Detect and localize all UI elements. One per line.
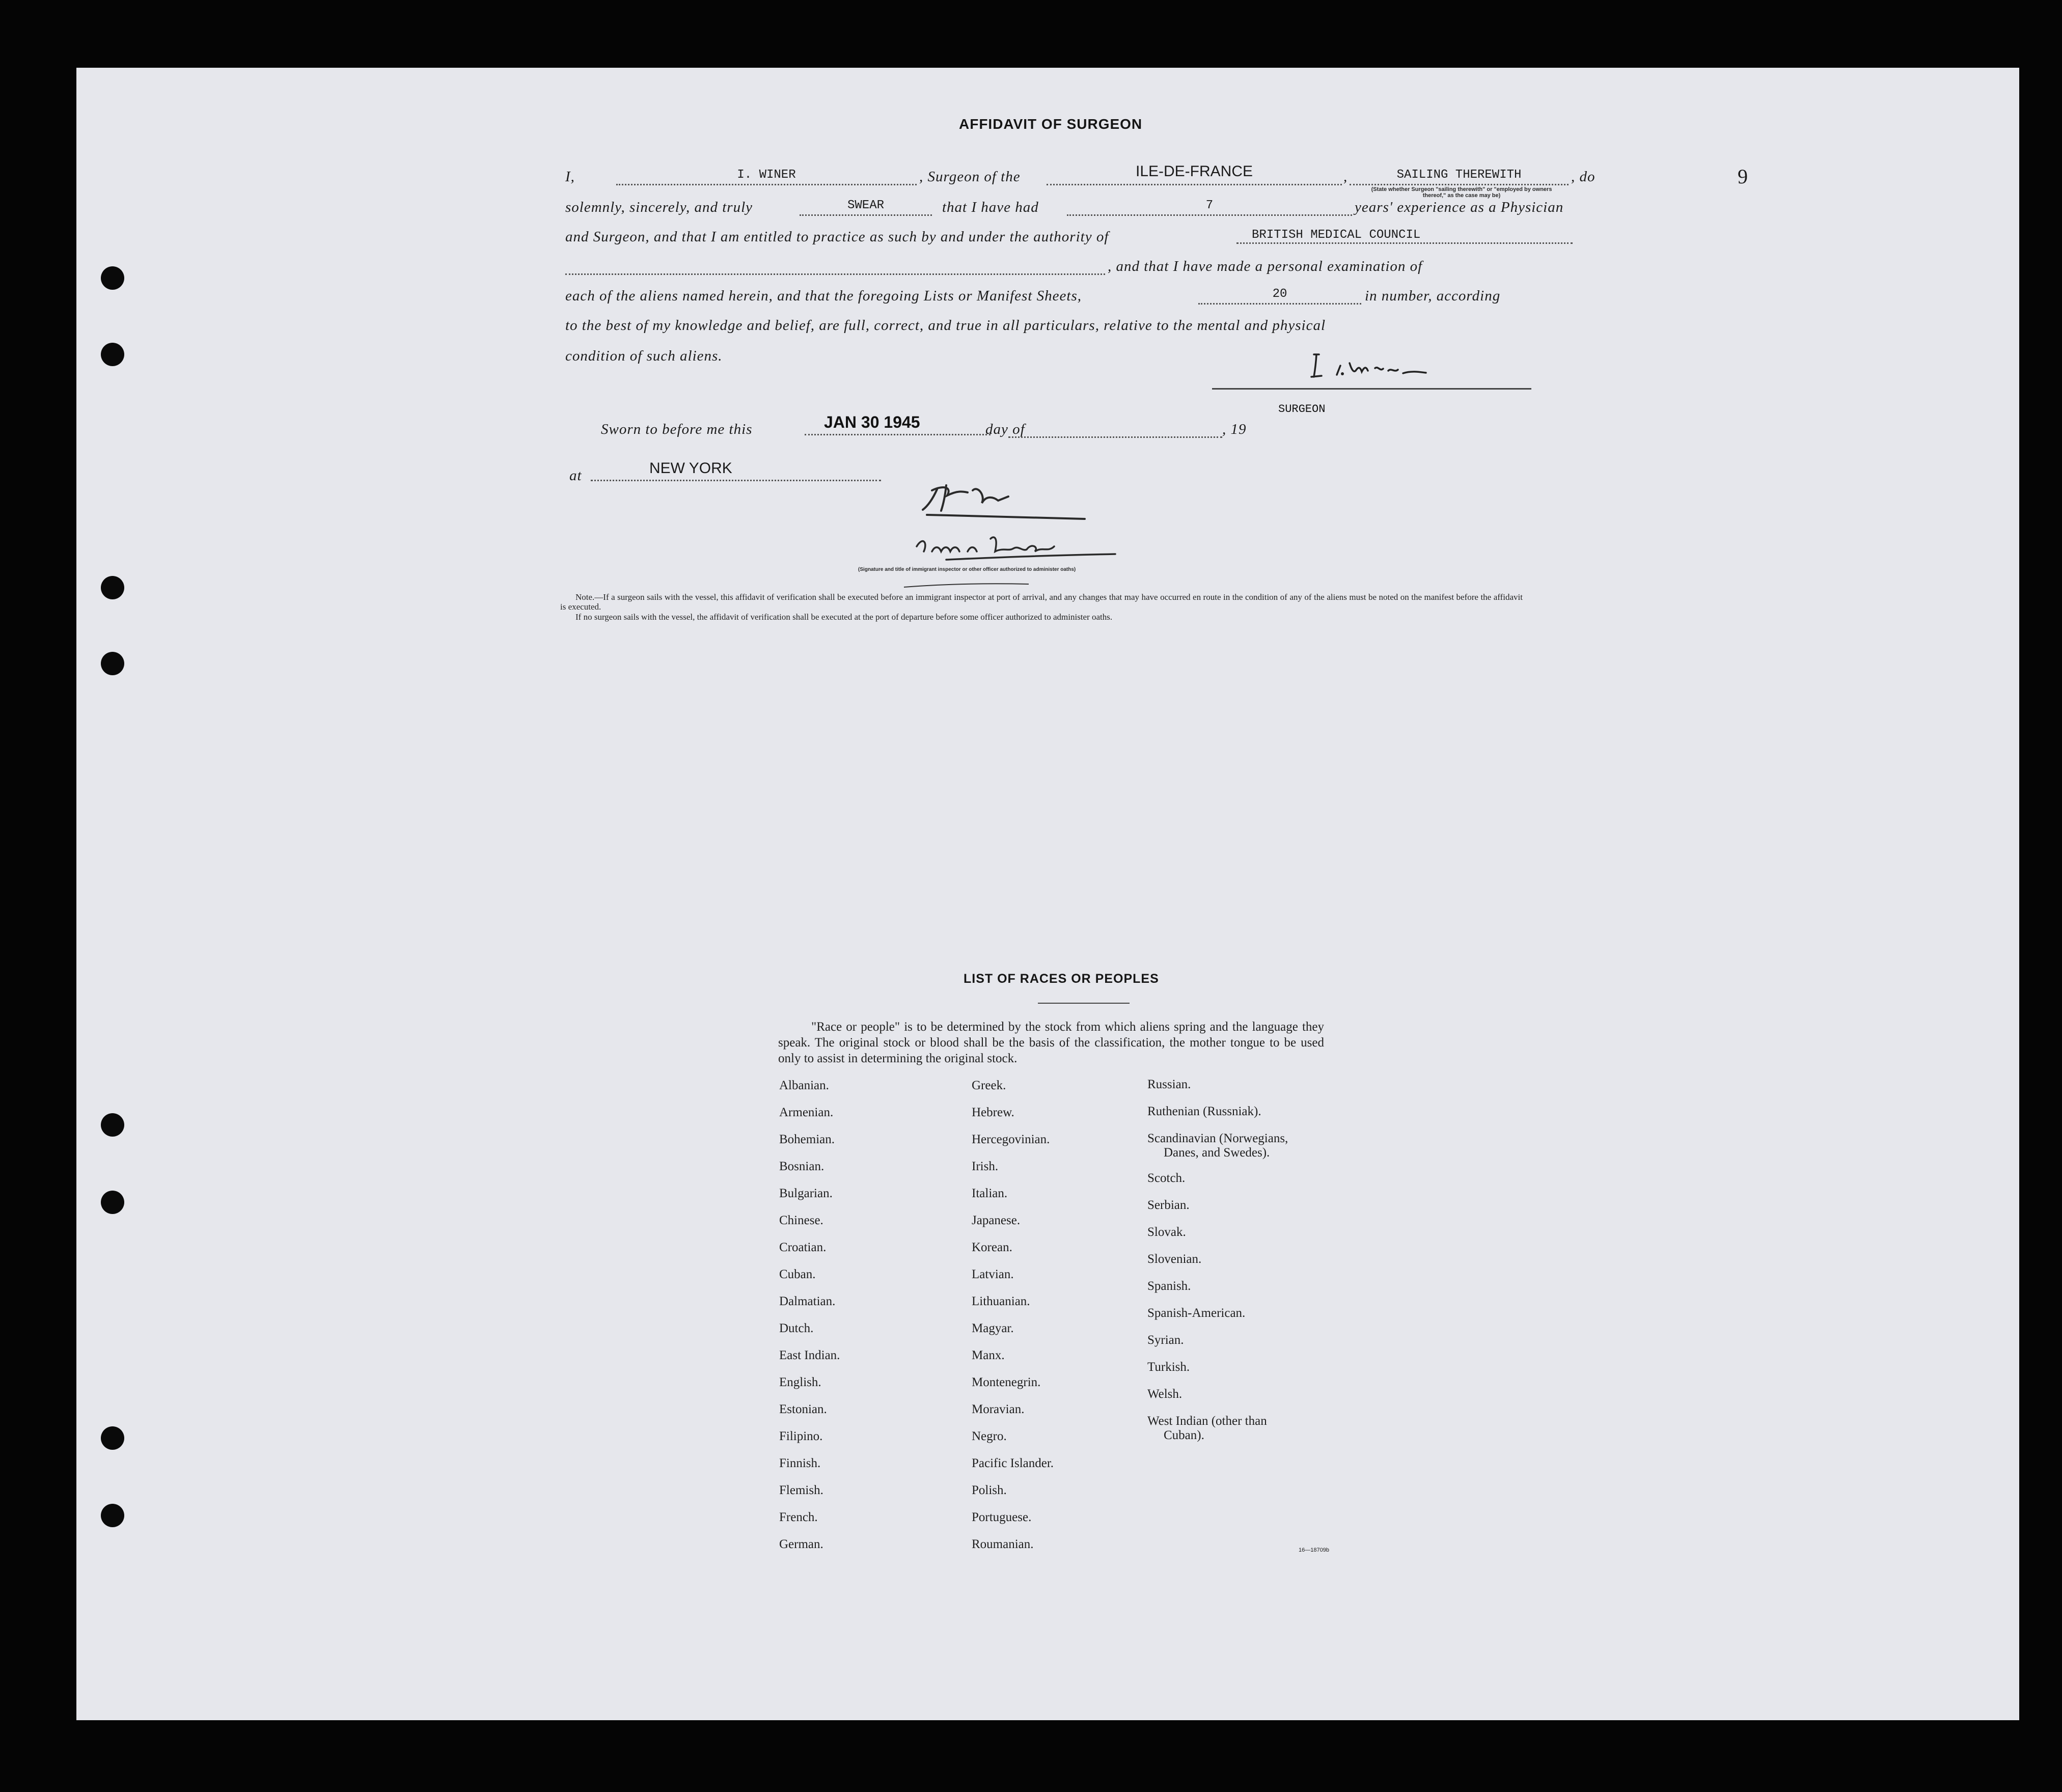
race-item: English. <box>779 1375 821 1389</box>
affidavit-line2-mid: that I have had <box>942 199 1039 215</box>
race-item: Italian. <box>972 1187 1008 1200</box>
sworn-prefix: Sworn to before me this <box>601 421 753 437</box>
race-item: Slovenian. <box>1147 1252 1202 1266</box>
race-item: Welsh. <box>1147 1387 1183 1401</box>
surgeon-name-field: I. WINER <box>616 168 917 185</box>
affidavit-line6: to the best of my knowledge and belief, are full, correct, and true in all particulars, relative to the mental and physical <box>565 317 1326 334</box>
race-item: West Indian (other than <box>1147 1414 1267 1428</box>
races-column-2 <box>972 1079 1054 1564</box>
sheet-count-field: 20 <box>1198 287 1361 305</box>
affidavit-line4: , and that I have made a personal examination of <box>1108 258 1423 274</box>
surgeon-label: SURGEON <box>1278 403 1326 416</box>
officer-signature <box>901 475 1115 597</box>
race-item: Polish. <box>972 1483 1007 1497</box>
surgeon-status-field: SAILING THEREWITH <box>1350 168 1569 185</box>
race-item: Irish. <box>972 1160 999 1173</box>
race-item: Scandinavian (Norwegians, <box>1147 1132 1288 1145</box>
race-item: Turkish. <box>1147 1360 1190 1374</box>
races-title: LIST OF RACES OR PEOPLES <box>964 972 1159 986</box>
race-item: Armenian. <box>779 1106 834 1119</box>
affidavit-comma: , <box>1343 169 1348 185</box>
race-item: Greek. <box>972 1079 1006 1092</box>
affidavit-note-2: If no surgeon sails with the vessel, the affidavit of verification shall be executed at the port of departure before some officer authorized to administer oaths. <box>575 612 1113 622</box>
month-field <box>1008 420 1222 438</box>
surgeon-signature-line <box>1212 388 1531 390</box>
race-item: Estonian. <box>779 1402 827 1416</box>
race-item: Bohemian. <box>779 1133 835 1146</box>
surgeon-signature <box>1309 350 1462 381</box>
binder-hole <box>101 1191 124 1214</box>
race-item: Croatian. <box>779 1240 827 1254</box>
race-item: Lithuanian. <box>972 1294 1030 1308</box>
document-sheet <box>76 68 2019 1720</box>
affidavit-line1-suffix: , do <box>1571 169 1596 185</box>
race-item: Cuban). <box>1164 1428 1204 1442</box>
race-item: Hercegovinian. <box>972 1133 1050 1146</box>
race-item: Filipino. <box>779 1429 823 1443</box>
race-item: Roumanian. <box>972 1537 1034 1551</box>
affidavit-title: AFFIDAVIT OF SURGEON <box>959 116 1143 132</box>
race-item: Ruthenian (Russniak). <box>1147 1105 1261 1118</box>
sworn-date-stamp: JAN 30 1945 <box>805 412 991 435</box>
binder-hole <box>101 1426 124 1450</box>
race-item: Korean. <box>972 1240 1012 1254</box>
binder-hole <box>101 1504 124 1527</box>
race-item: Slovak. <box>1147 1225 1186 1239</box>
race-item: Dutch. <box>779 1321 814 1335</box>
years-experience-field: 7 <box>1067 198 1352 216</box>
affidavit-line1-mid: , Surgeon of the <box>919 169 1021 185</box>
affidavit-line2-prefix: solemnly, sincerely, and truly <box>565 199 753 215</box>
race-item: Negro. <box>972 1429 1007 1443</box>
at-prefix: at <box>569 467 582 484</box>
race-item: Pacific Islander. <box>972 1456 1054 1470</box>
race-item: Japanese. <box>972 1214 1021 1227</box>
vessel-name-field: ILE-DE-FRANCE <box>1047 162 1342 185</box>
races-intro: "Race or people" is to be determined by the stock from which aliens spring and the language they speak. The original stock or blood shall be the basis of the classification, the mother tongue to be used only to assist in determining the original stock. <box>778 1020 1324 1065</box>
race-item: Danes, and Swedes). <box>1164 1146 1270 1160</box>
races-column-1 <box>779 1079 840 1564</box>
race-item: Bulgarian. <box>779 1187 833 1200</box>
race-item: Dalmatian. <box>779 1294 836 1308</box>
race-item: Russian. <box>1147 1078 1191 1091</box>
binder-hole <box>101 266 124 290</box>
binder-hole <box>101 652 124 675</box>
affidavit-line1-prefix: I, <box>565 169 575 185</box>
race-item: Albanian. <box>779 1079 829 1092</box>
race-item: Flemish. <box>779 1483 823 1497</box>
race-item: East Indian. <box>779 1348 840 1362</box>
affidavit-line5-prefix: each of the aliens named herein, and that the foregoing Lists or Manifest Sheets, <box>565 288 1082 304</box>
race-item: Spanish. <box>1147 1279 1191 1293</box>
affidavit-note-1: Note.—If a surgeon sails with the vessel, this affidavit of verification shall be executed before an immigrant inspector at port of arrival, and any changes that may have occurred en route in the condition of any of the aliens must be noted on the manifest before the affidavit is executed. <box>560 592 1523 612</box>
race-item: Magyar. <box>972 1321 1014 1335</box>
race-item: Latvian. <box>972 1267 1014 1281</box>
status-note: (State whether Surgeon "sailing therewith" or "employed by owners thereof," as the case may be) <box>1371 186 1552 199</box>
race-item: Bosnian. <box>779 1160 824 1173</box>
race-item: Manx. <box>972 1348 1005 1362</box>
oath-field: SWEAR <box>800 198 932 216</box>
affidavit-line2-suffix: years' experience as a Physician <box>1355 199 1564 215</box>
race-item: Portuguese. <box>972 1510 1032 1524</box>
races-column-3 <box>1147 1078 1288 1443</box>
race-item: Finnish. <box>779 1456 821 1470</box>
day-of-label: day of <box>985 421 1025 437</box>
race-item: Montenegrin. <box>972 1375 1041 1389</box>
officer-caption: (Signature and title of immigrant inspector or other officer authorized to administer oaths) <box>858 567 1076 572</box>
race-item: German. <box>779 1537 823 1551</box>
affidavit-line3-prefix: and Surgeon, and that I am entitled to practice as such by and under the authority of <box>565 229 1109 245</box>
race-item: Cuban. <box>779 1267 816 1281</box>
bleed-through-text <box>132 129 144 167</box>
races-title-rule <box>1038 1003 1130 1004</box>
binder-hole <box>101 576 124 599</box>
affidavit-line5-suffix: in number, according <box>1365 288 1501 304</box>
race-item: Serbian. <box>1147 1198 1190 1212</box>
authority-field: BRITISH MEDICAL COUNCIL <box>1236 228 1573 244</box>
race-item: Hebrew. <box>972 1106 1014 1119</box>
affidavit-line7: condition of such aliens. <box>565 348 723 364</box>
year-prefix: , 19 <box>1222 421 1247 437</box>
race-item: Moravian. <box>972 1402 1025 1416</box>
race-item: Syrian. <box>1147 1333 1184 1347</box>
place-field: NEW YORK <box>591 458 881 481</box>
race-item: Spanish-American. <box>1147 1306 1246 1320</box>
form-code: 16—18709b <box>1299 1547 1329 1553</box>
binder-hole <box>101 343 124 366</box>
authority-continuation-field <box>565 257 1105 275</box>
binder-hole <box>101 1113 124 1137</box>
race-item: French. <box>779 1510 818 1524</box>
race-item: Chinese. <box>779 1214 823 1227</box>
race-item: Scotch. <box>1147 1171 1186 1185</box>
page-number: 9 <box>1738 165 1748 188</box>
